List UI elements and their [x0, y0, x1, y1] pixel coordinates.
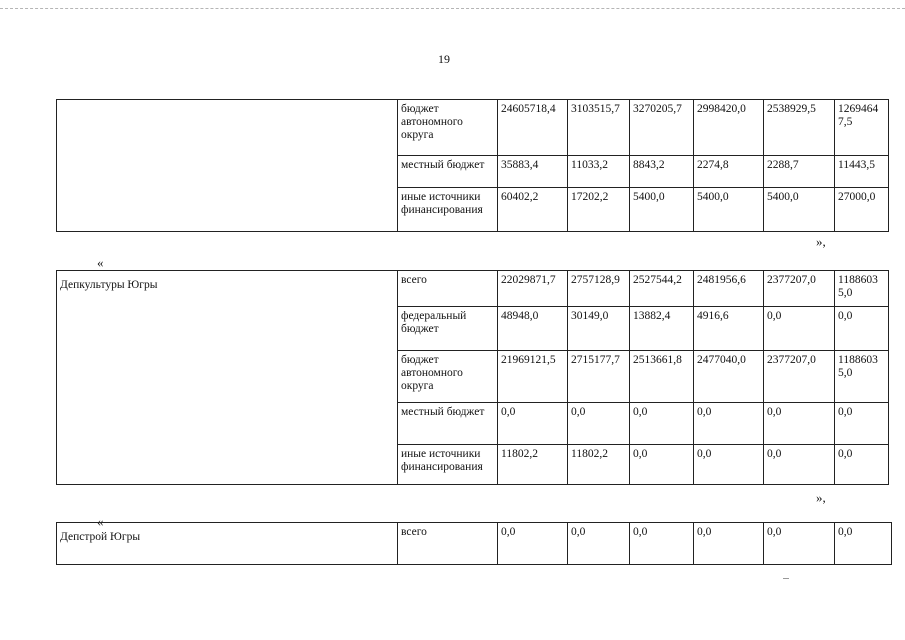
amount-cell: 0,0	[835, 403, 889, 445]
opening-quote-3: «	[97, 514, 104, 529]
amount-cell: 0,0	[568, 523, 630, 565]
table-row	[57, 523, 892, 565]
amount-cell: 2757128,9	[568, 271, 630, 307]
amount-cell: 2998420,0	[694, 100, 764, 156]
scan-edge-line	[0, 8, 905, 11]
amount-cell: 0,0	[630, 523, 694, 565]
funding-source-label: иные источники финансирования	[398, 188, 498, 232]
table-row	[57, 271, 889, 307]
amount-cell: 2288,7	[764, 156, 835, 188]
amount-cell: 27000,0	[835, 188, 889, 232]
amount-cell: 3270205,7	[630, 100, 694, 156]
amount-cell: 0,0	[498, 523, 568, 565]
funding-source-label: федеральный бюджет	[398, 307, 498, 351]
amount-cell: 11033,2	[568, 156, 630, 188]
funding-source-label: бюджет автономного округа	[398, 100, 498, 156]
funding-source-label: бюджет автономного округа	[398, 351, 498, 403]
financing-table-depstroy	[56, 522, 892, 565]
amount-cell: 2481956,6	[694, 271, 764, 307]
amount-cell: 0,0	[764, 523, 835, 565]
funding-source-label: местный бюджет	[398, 403, 498, 445]
funding-source-label: иные источники финансирования	[398, 445, 498, 485]
amount-cell: 2715177,7	[568, 351, 630, 403]
amount-cell: 0,0	[630, 445, 694, 485]
amount-cell: 2274,8	[694, 156, 764, 188]
funding-source-label: всего	[398, 271, 498, 307]
amount-cell: 11886035,0	[835, 351, 889, 403]
amount-cell: 0,0	[498, 403, 568, 445]
amount-cell: 48948,0	[498, 307, 568, 351]
financing-table-1	[56, 99, 889, 232]
page-number: 19	[438, 52, 450, 66]
amount-cell: 0,0	[835, 307, 889, 351]
amount-cell: 3103515,7	[568, 100, 630, 156]
amount-cell: 0,0	[568, 403, 630, 445]
amount-cell: 11802,2	[498, 445, 568, 485]
amount-cell: 11802,2	[568, 445, 630, 485]
amount-cell: 2377207,0	[764, 351, 835, 403]
amount-cell: 0,0	[764, 307, 835, 351]
responsible-executor-cell: Депкультуры Югры	[57, 271, 398, 485]
amount-cell: 8843,2	[630, 156, 694, 188]
responsible-executor-cell	[57, 100, 398, 232]
amount-cell: 5400,0	[630, 188, 694, 232]
amount-cell: 0,0	[764, 403, 835, 445]
amount-cell: 0,0	[835, 523, 892, 565]
amount-cell: 0,0	[835, 445, 889, 485]
amount-cell: 5400,0	[694, 188, 764, 232]
amount-cell: 5400,0	[764, 188, 835, 232]
scan-speck	[783, 578, 789, 579]
amount-cell: 2513661,8	[630, 351, 694, 403]
amount-cell: 30149,0	[568, 307, 630, 351]
funding-source-label: всего	[398, 523, 498, 565]
amount-cell: 11886035,0	[835, 271, 889, 307]
amount-cell: 2377207,0	[764, 271, 835, 307]
amount-cell: 0,0	[694, 403, 764, 445]
amount-cell: 2477040,0	[694, 351, 764, 403]
closing-quote-2: »,	[816, 490, 826, 505]
amount-cell: 21969121,5	[498, 351, 568, 403]
amount-cell: 2538929,5	[764, 100, 835, 156]
responsible-executor-cell: Депстрой Югры	[57, 523, 398, 565]
amount-cell: 2527544,2	[630, 271, 694, 307]
amount-cell: 0,0	[630, 403, 694, 445]
amount-cell: 0,0	[694, 445, 764, 485]
opening-quote-2: «	[97, 255, 104, 270]
amount-cell: 24605718,4	[498, 100, 568, 156]
closing-quote-1: »,	[816, 234, 826, 249]
amount-cell: 0,0	[764, 445, 835, 485]
amount-cell: 13882,4	[630, 307, 694, 351]
amount-cell: 35883,4	[498, 156, 568, 188]
amount-cell: 11443,5	[835, 156, 889, 188]
funding-source-label: местный бюджет	[398, 156, 498, 188]
amount-cell: 12694647,5	[835, 100, 889, 156]
amount-cell: 4916,6	[694, 307, 764, 351]
amount-cell: 60402,2	[498, 188, 568, 232]
amount-cell: 0,0	[694, 523, 764, 565]
financing-table-depkultury	[56, 270, 889, 485]
table-row	[57, 100, 889, 156]
amount-cell: 17202,2	[568, 188, 630, 232]
amount-cell: 22029871,7	[498, 271, 568, 307]
